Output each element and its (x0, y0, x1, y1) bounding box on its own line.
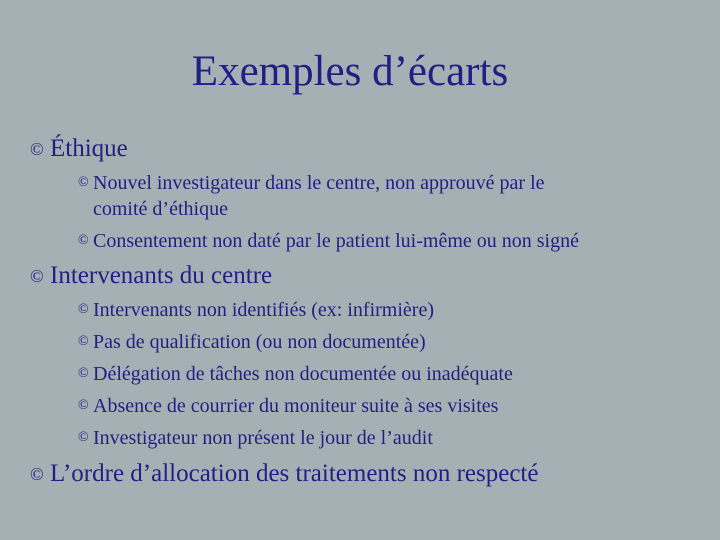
slide-title: Exemples d’écarts (191, 48, 509, 95)
bullet-icon: © (78, 175, 89, 190)
sub-bullet-line: Investigateur non présent le jour de l’audit (93, 427, 433, 449)
bullet-icon: © (30, 139, 44, 159)
bullet-ethique (30, 134, 700, 164)
bullet-label: Intervenants du centre (50, 262, 273, 289)
sub-bullet-line: Pas de qualification (ou non documentée) (93, 331, 426, 353)
sub-bullet-item (78, 393, 700, 419)
bullet-icon: © (78, 302, 89, 317)
sub-bullet-line: Délégation de tâches non documentée ou inadéquate (93, 363, 513, 385)
sub-bullet-line: Intervenants non identifiés (ex: infirmière) (93, 299, 434, 321)
sub-bullet-line: comité d’éthique (93, 198, 228, 220)
sub-bullet-item (78, 361, 700, 387)
bullet-icon: © (78, 334, 89, 349)
bullet-allocation (30, 459, 700, 489)
sub-list-ethique (78, 170, 700, 254)
bullet-icon: © (78, 398, 89, 413)
sub-bullet-item (78, 170, 700, 222)
sub-bullet-line: Absence de courrier du moniteur suite à ses visites (93, 395, 499, 417)
bullet-icon: © (78, 233, 89, 248)
sub-bullet-item (78, 297, 700, 323)
bullet-icon: © (78, 430, 89, 445)
bullet-icon: © (30, 266, 44, 286)
sub-bullet-item (78, 425, 700, 451)
sub-bullet-line: Consentement non daté par le patient lui-même ou non signé (93, 230, 579, 252)
slide-content (30, 134, 700, 489)
bullet-label: Éthique (50, 135, 128, 162)
sub-bullet-item (78, 228, 700, 254)
sub-list-intervenants (78, 297, 700, 451)
bullet-intervenants (30, 261, 700, 291)
sub-bullet-line: Nouvel investigateur dans le centre, non approuvé par le (93, 172, 545, 194)
bullet-icon: © (78, 366, 89, 381)
bullet-icon: © (30, 464, 44, 484)
bullet-label: L’ordre d’allocation des traitements non respecté (50, 460, 539, 487)
sub-bullet-item (78, 329, 700, 355)
